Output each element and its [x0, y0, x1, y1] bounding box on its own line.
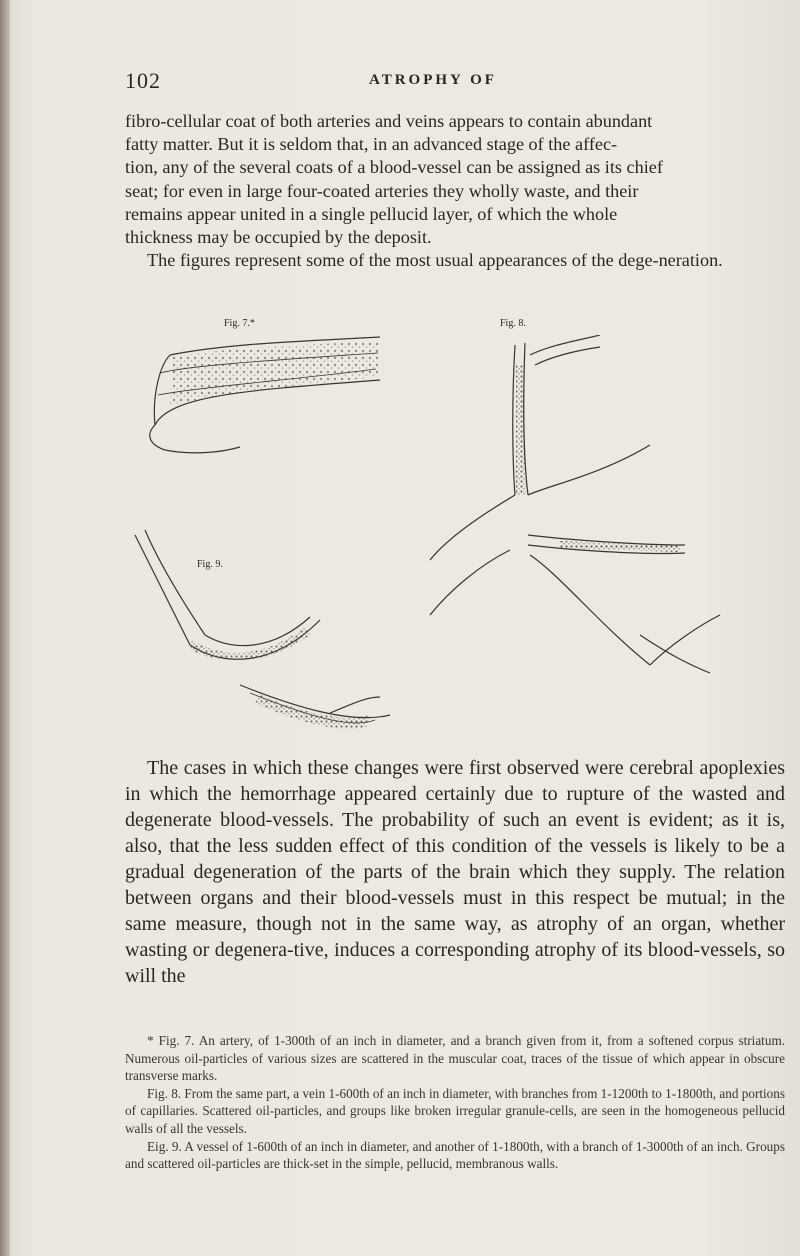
fig-8-vein-drawing — [430, 335, 720, 673]
fig-7-label: Fig. 7.* — [224, 318, 255, 329]
paragraph-1-line: thickness may be occupied by the deposit. — [125, 227, 432, 248]
fig-9-branch-particles — [255, 695, 370, 729]
page-header — [125, 68, 685, 98]
running-title: ATROPHY OF — [369, 72, 497, 88]
fig-9-vessel-drawing — [135, 530, 390, 723]
paragraph-1 — [125, 110, 785, 272]
paragraph-1-line: fatty matter. But it is seldom that, in an advanced stage of the affec- — [125, 134, 618, 155]
paragraph-1-line: tion, any of the several coats of a blood-vessel can be assigned as its chief — [125, 157, 663, 178]
footnote-fig-9: Eig. 9. A vessel of 1-600th of an inch in diameter, and another of 1-1800th, with a branch of 1-3000th of an inch. Groups and scattered oil-particles are thick-set in the simple, pellucid, membranous walls. — [125, 1138, 785, 1172]
paragraph-3 — [125, 755, 785, 989]
paragraph-1-line: fibro-cellular coat of both arteries and veins appears to contain abundant — [125, 111, 653, 131]
paragraph-1-line: seat; for even in large four-coated arteries they wholly waste, and their — [125, 180, 639, 201]
page-number: 102 — [125, 68, 161, 93]
vessel-illustrations — [130, 335, 730, 765]
paragraph-3-text: The cases in which these changes were first observed were cerebral apoplexies in which the hemorrhage appeared certainly due to rupture of the wasted and degenerate blood-vessels. The probability of such an event is evident; as it is, also, that the less sudden effect of this condition of the vessels is likely to be a gradual degeneration of the parts of the brain which they supply. The relation between organs and their blood-vessels must in this respect be mutual; in the same measure, though not in the same way, as atrophy of an organ, whether wasting or degenera-tive, induces a corresponding atrophy of its blood-vessels, so will the — [125, 757, 785, 987]
footnote-fig-8: Fig. 8. From the same part, a vein 1-600th of an inch in diameter, with branches from 1-1200th to 1-1800th, and portions of capillaries. Scattered oil-particles, and groups like broken irregular granule-cells, are seen in the homogeneous pellucid walls of all the vessels. — [125, 1085, 785, 1136]
fig-7-oil-particles — [170, 341, 378, 405]
fig-9-oil-particles — [190, 627, 310, 660]
paragraph-1-line: remains appear united in a single pellucid layer, of which the whole — [125, 203, 618, 224]
paragraph-2: The figures represent some of the most usual appearances of the dege-neration. — [147, 250, 723, 271]
footnote-fig-7: * Fig. 7. An artery, of 1-300th of an inch in diameter, and a branch given from it, from a softened corpus striatum. Numerous oil-particles of various sizes are scattered in the muscular coat, traces of the tissue of which appear in obscure transverse marks. — [125, 1033, 785, 1084]
footnotes — [125, 1032, 785, 1173]
book-spine-shadow — [0, 0, 10, 1256]
figure-plate — [130, 318, 730, 765]
fig-8-label: Fig. 8. — [500, 318, 526, 329]
fig-8-oil-particles — [516, 365, 526, 495]
fig-9-label: Fig. 9. — [197, 559, 223, 570]
